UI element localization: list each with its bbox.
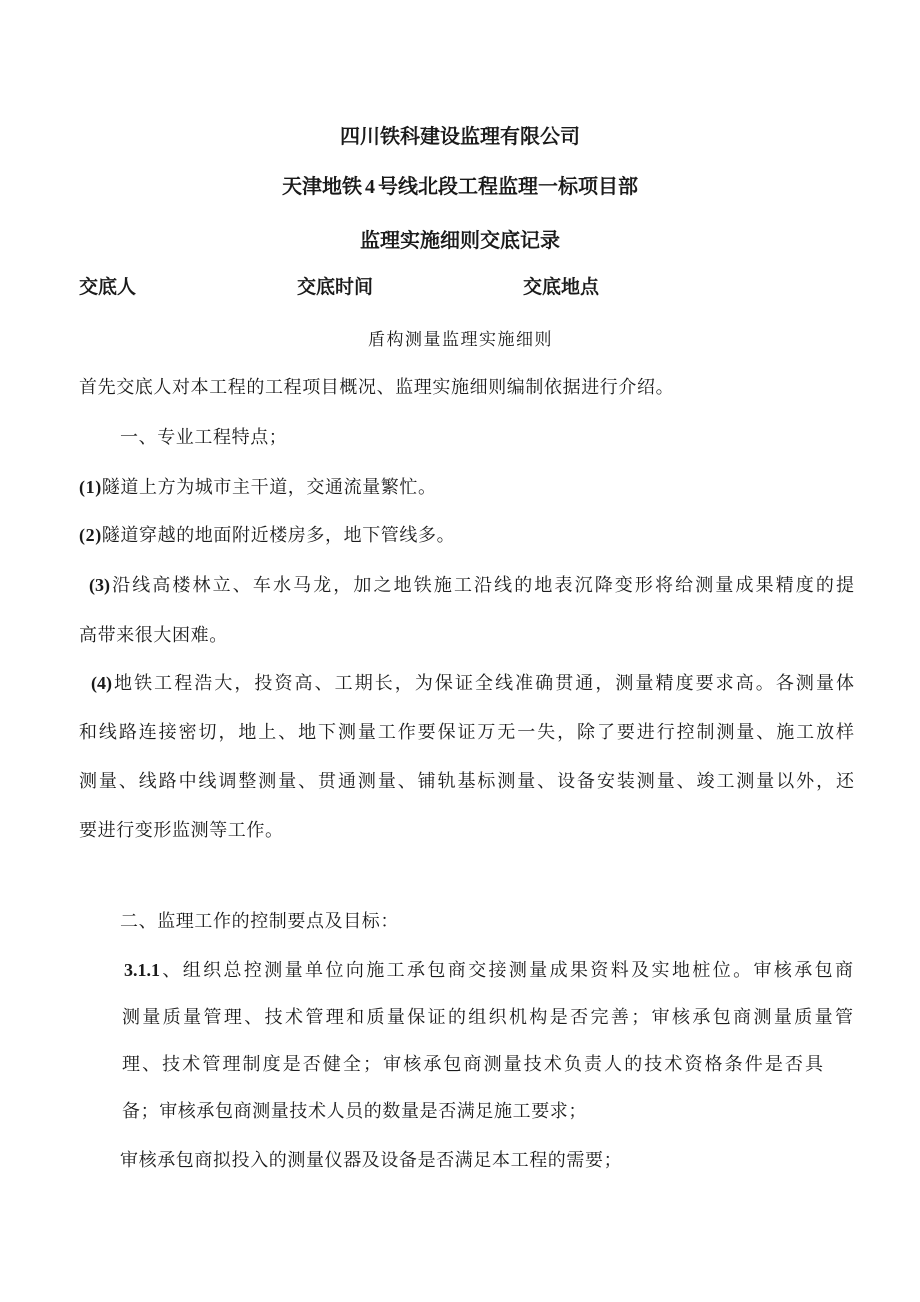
clause-3-1-1-text-1: 、组织总控测量单位向施工承包商交接测量成果资料及实地桩位。审核承包商 — [160, 960, 853, 981]
item-3-line-2: 高带来很大困难。 — [79, 625, 228, 646]
clause-3-1-1-line-3: 理、技术管理制度是否健全；审核承包商测量技术负责人的技术资格条件是否具 — [122, 1054, 823, 1075]
document-subtitle: 盾构测量监理实施细则 — [368, 330, 553, 350]
item-4-line-1 — [91, 669, 854, 695]
item-4-line-3: 测量、线路中线调整测量、贯通测量、铺轨基标测量、设备安装测量、竣工测量以外，还 — [79, 771, 854, 792]
clause-3-1-1-line-5: 审核承包商拟投入的测量仪器及设备是否满足本工程的需要； — [120, 1150, 623, 1171]
item-4-line-4: 要进行变形监测等工作。 — [79, 820, 284, 841]
record-title: 监理实施细则交底记录 — [360, 228, 560, 252]
item-4-line-2: 和线路连接密切，地上、地下测量工作要保证万无一失，除了要进行控制测量、施工放样 — [79, 722, 854, 743]
item-4-text-1: 地铁工程浩大，投资高、工期长，为保证全线准确贯通，测量精度要求高。各测量体 — [112, 673, 854, 694]
item-3-line-1 — [89, 571, 854, 597]
item-2 — [79, 521, 455, 547]
project-dept-suffix: 号线北段工程监理一标项目部 — [378, 174, 638, 198]
clause-3-1-1-line-2: 测量质量管理、技术管理和质量保证的组织机构是否完善；审核承包商测量质量管 — [122, 1007, 853, 1028]
presenter-label: 交底人 — [79, 276, 137, 298]
project-department — [0, 170, 920, 199]
location-label: 交底地点 — [523, 276, 600, 298]
time-label: 交底时间 — [297, 276, 374, 298]
item-1-text: 隧道上方为城市主干道，交通流量繁忙。 — [101, 477, 437, 498]
item-1-number: (1) — [79, 477, 102, 497]
intro-paragraph: 首先交底人对本工程的工程项目概况、监理实施细则编制依据进行介绍。 — [79, 377, 675, 398]
clause-3-1-1-number: 3.1.1 — [124, 960, 160, 980]
clause-3-1-1-line-1 — [124, 956, 853, 982]
clause-3-1-1-line-4: 备；审核承包商测量技术人员的数量是否满足施工要求； — [122, 1101, 587, 1122]
project-dept-line-number: 4 — [365, 176, 375, 198]
item-4-number: (4) — [91, 673, 112, 693]
item-1 — [79, 473, 437, 499]
item-3-number: (3) — [89, 575, 110, 595]
project-dept-prefix: 天津地铁 — [282, 174, 362, 198]
company-name: 四川铁科建设监理有限公司 — [340, 124, 580, 148]
section-2-heading: 二、监理工作的控制要点及目标： — [120, 911, 399, 932]
section-1-heading: 一、专业工程特点； — [120, 427, 288, 448]
item-3-text-1: 沿线高楼林立、车水马龙，加之地铁施工沿线的地表沉降变形将给测量成果精度的提 — [110, 575, 854, 596]
item-2-text: 隧道穿越的地面附近楼房多，地下管线多。 — [101, 525, 456, 546]
item-2-number: (2) — [79, 525, 102, 545]
